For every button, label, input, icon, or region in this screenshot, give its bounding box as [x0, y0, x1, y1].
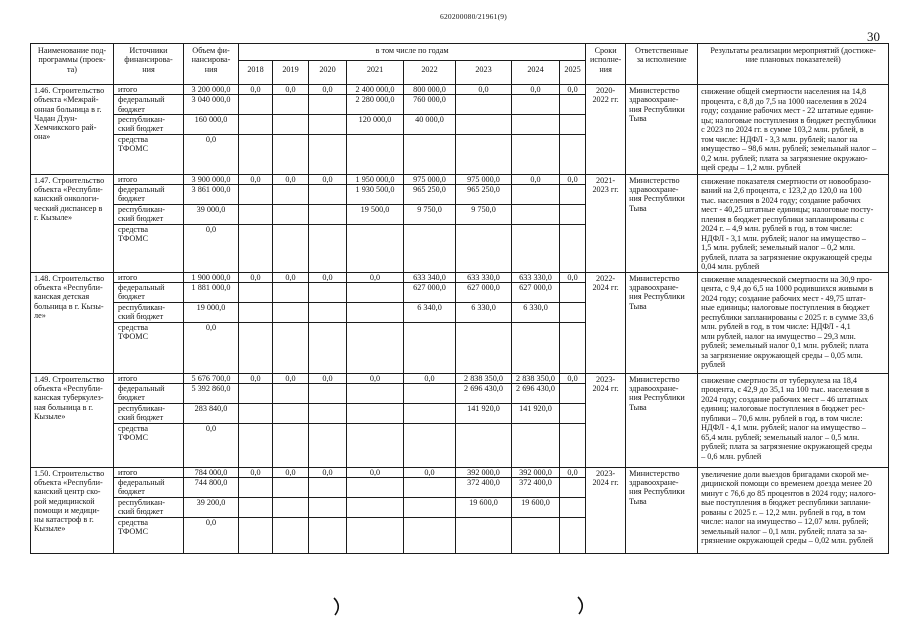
results-line: снижение младенческой смертности на 30,9 про- [701, 274, 872, 284]
results-line: 1,5 млн. рублей; земельный налог – 0,2 млн. [701, 243, 856, 253]
project-name-line: канская детская [34, 292, 90, 302]
project-name-line: 1.48. Строительство [34, 273, 105, 283]
funding-source-line: федеральный [118, 95, 165, 105]
results-line: снижение смертности от туберкулеза на 18,4 [701, 375, 858, 385]
year-value-2023: 2 838 350,0 [456, 373, 512, 383]
funding-volume: 784 000,0 [184, 467, 239, 477]
project-name-line: онная больница в г. [34, 104, 102, 114]
results-line: числе: налог на имущество – 12,07 млн. рублей; [701, 517, 869, 527]
year-value-2022: 40 000,0 [404, 114, 456, 134]
results-line: снижение общей смертности населения на 14,8 [701, 87, 867, 96]
year-value-2022: 975 000,0 [404, 174, 456, 184]
responsible-line: здравоохране- [629, 95, 679, 105]
project-name-line: ны катастроф в г. [34, 515, 94, 525]
project-name-line: Чадан Дзун- [34, 113, 78, 123]
project-name-line: объекта «Республи- [34, 384, 103, 394]
results-line: 2024 г. – 4,9 млн. рублей в год, в том числе: [701, 224, 853, 234]
year-value-2025: 0,0 [560, 272, 586, 282]
year-value-2025: 0,0 [560, 467, 586, 477]
year-value-2021: 0,0 [347, 373, 404, 383]
funding-source-line: республикан- [118, 497, 165, 507]
results-line: щей среды – 1,2 млн. рублей [701, 163, 801, 172]
year-value-2025: 0,0 [560, 85, 586, 95]
results-line: грязнение окружающей среды – 0,02 млн. рублей [701, 536, 874, 546]
funding-volume: 5 676 700,0 [184, 373, 239, 383]
year-value-2024: 2 838 350,0 [512, 373, 560, 383]
results-line: вые поступления в бюджет республики заплани- [701, 498, 871, 508]
year-value-2020: 0,0 [309, 373, 347, 383]
year-value-2022: 0,0 [404, 373, 456, 383]
responsible-line: Министерство [629, 86, 680, 95]
results-line: дицинской помощи со временем доезда менее 20 [701, 479, 872, 489]
header-line: Источники [129, 46, 168, 55]
funding-source-line: средства [118, 423, 149, 433]
funding-source-line: ский бюджет [118, 124, 164, 134]
responsible-line: ния Республики [629, 393, 685, 403]
results-line: за загрязнение окружающей среды – 0,05 млн. [701, 350, 863, 360]
header-line: ние плановых показателей) [745, 55, 841, 65]
header-line: финансирова- [124, 55, 173, 65]
header-year: 2021 [347, 61, 404, 85]
year-value-2024: 0,0 [512, 85, 560, 95]
year-value-2023: 372 400,0 [456, 477, 512, 497]
results-line: минут с 76,6 до 85 процентов в 2024 году; налого- [701, 488, 876, 498]
year-value-2018: 0,0 [239, 85, 273, 95]
funding-source-line: итого [118, 272, 138, 282]
results-line: процента, с 8,8 до 7,5 на 1000 населения в 2024 [701, 96, 867, 106]
project-name-line: ле» [34, 311, 46, 321]
funding-source-line: федеральный [118, 384, 165, 394]
results-line: млн. рублей в год, в том числе: НДФЛ - 4,1 [701, 322, 851, 332]
year-value-2022: 800 000,0 [404, 85, 456, 95]
year-value-2018: 0,0 [239, 467, 273, 477]
year-value-2024: 633 330,0 [512, 272, 560, 282]
year-value-2023: 6 330,0 [456, 302, 512, 322]
document-registration-code: 620200080/21961(9) [440, 12, 507, 21]
project-name-line: 1.47. Строительство [34, 175, 105, 185]
project-name-line: объекта «Республи- [34, 477, 103, 487]
funding-source-line: республикан- [118, 403, 165, 413]
header-year: 2020 [309, 61, 347, 85]
year-value-2024: 19 600,0 [512, 497, 560, 517]
header-line: ния [599, 64, 612, 74]
header-line: Объем фи- [192, 46, 230, 55]
header-year: 2019 [273, 61, 309, 85]
year-value-2025: 0,0 [560, 373, 586, 383]
year-value-2019: 0,0 [273, 85, 309, 95]
funding-source-line: итого [118, 85, 138, 94]
header-year: 2025 [560, 61, 586, 85]
funding-source-line: республикан- [118, 204, 165, 214]
funding-volume: 5 392 860,0 [184, 384, 239, 404]
project-name-line: канская туберкулез- [34, 393, 104, 403]
funding-volume: 39 000,0 [184, 204, 239, 224]
year-value-2022: 633 340,0 [404, 272, 456, 282]
results-line: публики – 70,6 млн. рублей в год, в том числе: [701, 413, 863, 423]
funding-volume: 283 840,0 [184, 403, 239, 423]
results-line: снижение показателя смертности от новообразо- [701, 176, 872, 186]
results-line: земельный налог – 0,1 млн. рублей; плата за за- [701, 526, 867, 536]
results-line: тыс. населения в 2024 году; создание рабочих [701, 195, 861, 205]
year-value-2023: 2 696 430,0 [456, 384, 512, 404]
results-line: мест - 40,25 штатные единицы; налоговые посту- [701, 205, 874, 215]
funding-source-line: ский бюджет [118, 412, 164, 422]
year-value-2018: 0,0 [239, 174, 273, 184]
year-value-2021: 19 500,0 [347, 204, 404, 224]
results-line: НДФЛ - 3,1 млн. рублей; налог на имущество – [701, 233, 866, 243]
header-line: ния [204, 64, 218, 74]
results-line: 0,04 млн. рублей [701, 262, 760, 272]
year-value-2020: 0,0 [309, 174, 347, 184]
project-name-line: ческий диспансер в [34, 203, 103, 213]
header-line: нансирова- [191, 55, 231, 65]
year-value-2021: 0,0 [347, 272, 404, 282]
results-line: республики запланированы с 2025 г. в сумме 33,6 [701, 312, 874, 322]
year-value-2022: 760 000,0 [404, 95, 456, 115]
funding-source-line: ТФОМС [118, 526, 149, 536]
year-value-2021: 2 400 000,0 [347, 85, 404, 95]
header-line: та) [66, 64, 78, 74]
project-name-line: рой медицинской [34, 496, 95, 506]
funding-source-line: республикан- [118, 114, 165, 124]
project-name-line: 1.50. Строительство [34, 468, 105, 478]
results-line: цы; налоговые поступления в бюджет республики [701, 115, 876, 125]
responsible-line: здравоохране- [629, 283, 679, 293]
funding-source-line: ский бюджет [118, 506, 164, 516]
year-value-2024: 627 000,0 [512, 283, 560, 303]
execution-terms-line: 2022- [596, 273, 616, 283]
funding-volume: 0,0 [184, 134, 239, 174]
year-value-2023: 9 750,0 [456, 204, 512, 224]
project-name-line: она» [34, 132, 51, 142]
results-line: 65,4 млн. рублей; земельный налог – 0,5 млн. [701, 432, 860, 442]
funding-source-line: средства [118, 134, 149, 144]
header-year: 2018 [239, 61, 273, 85]
responsible-line: ния Республики [629, 194, 685, 204]
year-value-2022: 965 250,0 [404, 185, 456, 205]
execution-terms-line: 2024 гг. [592, 384, 619, 394]
funding-source-line: бюджет [118, 292, 145, 302]
header-line: Результаты реализации мероприятий (достиже- [710, 46, 876, 55]
signature-mark-left [334, 598, 338, 615]
funding-volume: 19 000,0 [184, 302, 239, 322]
project-name-line: объекта «Республи- [34, 283, 103, 293]
header-year: 2022 [404, 61, 456, 85]
year-value-2024: 2 696 430,0 [512, 384, 560, 404]
responsible-line: Министерство [629, 175, 680, 185]
funding-volume: 1 900 000,0 [184, 272, 239, 282]
project-name-line: г. Кызыле» [34, 213, 73, 223]
header-line: исполне- [589, 55, 622, 65]
header-by-years: в том числе по годам [239, 44, 586, 61]
results-line: рованы с 2025 г. – 12,2 млн. рублей в год, в том [701, 507, 866, 517]
year-value-2018: 0,0 [239, 373, 273, 383]
funding-source-line: ТФОМС [118, 234, 149, 244]
page-number: 30 [867, 29, 880, 44]
funding-source-line: средства [118, 224, 149, 234]
year-value-2024: 6 330,0 [512, 302, 560, 322]
execution-terms-line: 2020- [596, 86, 616, 95]
funding-source-line: ТФОМС [118, 144, 149, 154]
execution-terms-line: 2024 гг. [592, 477, 619, 487]
project-name-line: объекта «Межрай- [34, 95, 99, 105]
execution-terms-line: 2021- [596, 175, 616, 185]
execution-terms-line: 2024 гг. [592, 283, 619, 293]
funding-volume: 39 200,0 [184, 497, 239, 517]
year-value-2020: 0,0 [309, 85, 347, 95]
year-value-2023: 141 920,0 [456, 403, 512, 423]
responsible-line: здравоохране- [629, 477, 679, 487]
funding-source-line: бюджет [118, 393, 145, 403]
responsible-line: Тыва [629, 203, 647, 213]
funding-source-line: средства [118, 517, 149, 527]
signature-mark-right [578, 597, 582, 614]
results-line: процента, с 42,9 до 35,1 на 100 тыс. населения в [701, 385, 869, 395]
year-value-2021: 0,0 [347, 467, 404, 477]
responsible-line: Министерство [629, 374, 680, 384]
project-name-line: канский онкологи- [34, 194, 99, 204]
responsible-line: здравоохране- [629, 384, 679, 394]
funding-volume: 160 000,0 [184, 114, 239, 134]
funding-source-line: федеральный [118, 477, 165, 487]
funding-volume: 3 040 000,0 [184, 95, 239, 115]
funding-source-line: бюджет [118, 104, 145, 114]
funding-source-line: федеральный [118, 185, 165, 195]
results-line: 0,2 млн. рублей; плата за загрязнение окружаю- [701, 153, 868, 163]
year-value-2019: 0,0 [273, 373, 309, 383]
year-value-2022: 9 750,0 [404, 204, 456, 224]
results-line: – 0,6 млн. рублей [701, 451, 762, 461]
year-value-2024: 0,0 [512, 174, 560, 184]
project-name-line: помощи и медици- [34, 505, 100, 515]
header-line: за исполнение [636, 55, 687, 65]
header-line: ния [142, 64, 155, 74]
funding-volume: 3 900 000,0 [184, 174, 239, 184]
project-name-line: Кызыле» [34, 411, 66, 421]
year-value-2023: 392 000,0 [456, 467, 512, 477]
execution-terms-line: 2023 гг. [592, 185, 619, 195]
funding-volume: 0,0 [184, 224, 239, 272]
year-value-2020: 0,0 [309, 467, 347, 477]
results-line: рублей, плата за загрязнение окружающей среды [701, 252, 872, 262]
header-line: Сроки [594, 46, 617, 55]
year-value-2023: 627 000,0 [456, 283, 512, 303]
results-line: единиц; налоговые поступления в бюджет рес- [701, 404, 865, 414]
execution-terms-line: 2023- [596, 374, 616, 384]
funding-volume: 0,0 [184, 517, 239, 553]
year-value-2021: 1 930 500,0 [347, 185, 404, 205]
year-value-2024: 141 920,0 [512, 403, 560, 423]
year-value-2024: 372 400,0 [512, 477, 560, 497]
project-name-line: Хемчикского рай- [34, 123, 97, 133]
responsible-line: здравоохране- [629, 185, 679, 195]
results-line: млн рублей, налог на имущество – 29,3 млн. [701, 331, 856, 341]
year-value-2022: 627 000,0 [404, 283, 456, 303]
execution-terms-line: 2023- [596, 468, 616, 478]
header-year: 2023 [456, 61, 512, 85]
header-line: программы (проек- [38, 55, 106, 65]
year-value-2024: 392 000,0 [512, 467, 560, 477]
year-value-2023: 965 250,0 [456, 185, 512, 205]
results-line: с 2023 по 2024 гг. в сумме 103,2 млн. рублей, в [701, 125, 864, 134]
responsible-line: ния Республики [629, 292, 685, 302]
funding-source-line: бюджет [118, 487, 145, 497]
results-line: имущество – 98,6 млн. рублей; земельный налог – [701, 144, 877, 153]
project-name-line: 1.49. Строительство [34, 374, 105, 384]
results-line: пления в бюджет республики запланированы с [701, 214, 865, 224]
year-value-2018: 0,0 [239, 272, 273, 282]
year-value-2021: 1 950 000,0 [347, 174, 404, 184]
funding-source-line: бюджет [118, 194, 145, 204]
results-line: 2024 году; создание рабочих мест - 49,75 штат- [701, 293, 866, 303]
year-value-2023: 975 000,0 [456, 174, 512, 184]
year-value-2023: 0,0 [456, 85, 512, 95]
funding-volume: 0,0 [184, 423, 239, 467]
funding-source-line: итого [118, 467, 138, 477]
year-value-2025: 0,0 [560, 174, 586, 184]
project-name-line: канский центр ско- [34, 487, 101, 497]
responsible-line: Тыва [629, 496, 647, 506]
year-value-2020: 0,0 [309, 272, 347, 282]
funding-volume: 3 861 000,0 [184, 185, 239, 205]
year-value-2022: 6 340,0 [404, 302, 456, 322]
results-line: ные единицы; налоговые поступления в бюджет [701, 303, 870, 313]
responsible-line: Министерство [629, 468, 680, 478]
results-line: рублей [701, 360, 726, 370]
funding-source-line: ТФОМС [118, 432, 149, 442]
funding-source-line: федеральный [118, 283, 165, 293]
responsible-line: ния Республики [629, 487, 685, 497]
year-value-2023: 633 330,0 [456, 272, 512, 282]
header-year: 2024 [512, 61, 560, 85]
funding-source-line: средства [118, 322, 149, 332]
results-line: 2024 году; создание рабочих мест – 46 штатных [701, 394, 869, 404]
funding-source-line: ТФОМС [118, 332, 149, 342]
project-name-line: ная больница в г. [34, 402, 94, 412]
year-value-2023: 19 600,0 [456, 497, 512, 517]
year-value-2019: 0,0 [273, 467, 309, 477]
results-line: увеличение доли выездов бригадами скорой ме- [701, 469, 869, 479]
results-line: рублей; земельный налог 0,1 млн. рублей; плата [701, 341, 869, 351]
header-line: Наименование под- [37, 46, 107, 55]
year-value-2022: 0,0 [404, 467, 456, 477]
year-value-2021: 2 280 000,0 [347, 95, 404, 115]
results-line: году; создание рабочих мест - 22 штатные едини- [701, 106, 874, 115]
responsible-line: ния Республики [629, 104, 685, 114]
responsible-line: Тыва [629, 301, 647, 311]
funding-source-line: итого [118, 373, 138, 383]
project-name-line: Кызыле» [34, 524, 66, 534]
funding-source-line: ский бюджет [118, 312, 164, 322]
responsible-line: Министерство [629, 273, 680, 283]
results-line: рублей; плата за загрязнение окружающей среды [701, 442, 873, 452]
year-value-2021: 120 000,0 [347, 114, 404, 134]
results-line: ваний на 2,6 процента, с 123,2 до 120,0 на 100 [701, 186, 862, 196]
project-name-line: объекта «Республи- [34, 185, 103, 195]
funding-source-line: итого [118, 174, 138, 184]
results-line: НДФЛ - 4,1 млн. рублей; налог на имущество – [701, 423, 866, 433]
funding-volume: 744 800,0 [184, 477, 239, 497]
project-name-line: больница в г. Кызы- [34, 301, 104, 311]
year-value-2019: 0,0 [273, 272, 309, 282]
funding-volume: 1 881 000,0 [184, 283, 239, 303]
header-line: Ответственные [635, 46, 689, 55]
funding-volume: 3 200 000,0 [184, 85, 239, 95]
responsible-line: Тыва [629, 402, 647, 412]
execution-terms-line: 2022 гг. [592, 95, 619, 105]
funding-volume: 0,0 [184, 322, 239, 373]
results-line: том числе: НДФЛ - 3,3 млн. рублей; налог на [701, 134, 858, 144]
responsible-line: Тыва [629, 113, 647, 123]
project-name-line: 1.46. Строительство [34, 86, 105, 95]
funding-source-line: ский бюджет [118, 214, 164, 224]
results-line: цента, с 9,4 до 6,5 на 1000 родившихся живыми в [701, 284, 874, 294]
year-value-2019: 0,0 [273, 174, 309, 184]
funding-source-line: республикан- [118, 302, 165, 312]
